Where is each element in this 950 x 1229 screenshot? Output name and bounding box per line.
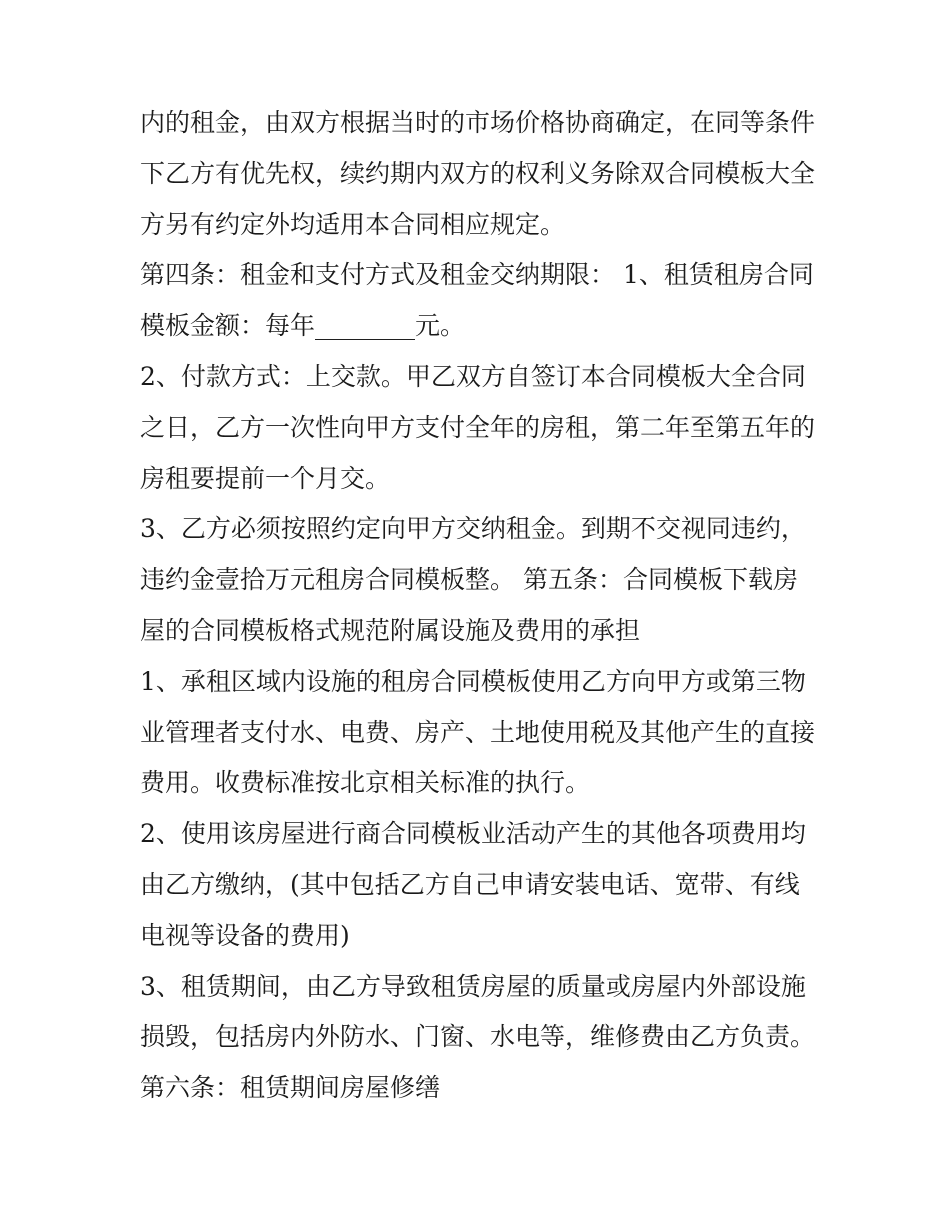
section-heading-line: 第六条：租赁期间房屋修缮: [140, 1073, 441, 1103]
text-line: 损毁，包括房内外防水、门窗、水电等，维修费由乙方负责。: [140, 1022, 816, 1052]
text-line: 由乙方缴纳，(其中包括乙方自己申请安装电话、宽带、有线: [140, 869, 800, 899]
text-line: 3、租赁期间，由乙方导致租赁房屋的质量或房屋内外部设施: [140, 971, 806, 1001]
text-line: 费用。收费标准按北京相关标准的执行。: [140, 768, 591, 798]
text-line: 3、乙方必须按照约定向甲方交纳租金。到期不交视同违约，: [140, 514, 806, 544]
section-heading-line: 第四条：租金和支付方式及租金交纳期限： 1、租赁租房合同: [140, 260, 814, 290]
text-line: 之日，乙方一次性向甲方支付全年的房租，第二年至第五年的: [140, 412, 816, 442]
text-line: 2、使用该房屋进行商合同模板业活动产生的其他各项费用均: [140, 819, 806, 849]
text-line: 2、付款方式：上交款。甲乙双方自签订本合同模板大全合同: [140, 361, 806, 391]
text-line: 违约金壹拾万元租房合同模板整。 第五条：合同模板下载房: [140, 565, 798, 595]
text-line: 电视等设备的费用): [140, 920, 350, 950]
contract-text-body: [140, 98, 820, 1114]
text-line: 房租要提前一个月交。: [140, 463, 391, 493]
text-line: 下乙方有优先权，续约期内双方的权利义务除双合同模板大全: [140, 158, 816, 188]
text-line: 业管理者支付水、电费、房产、土地使用税及其他产生的直接: [140, 717, 816, 747]
text-line: 1、承租区域内设施的租房合同模板使用乙方向甲方或第三物: [140, 666, 806, 696]
text-line: 模板金额：每年________元。: [140, 311, 466, 341]
text-line: 内的租金，由双方根据当时的市场价格协商确定，在同等条件: [140, 108, 816, 137]
text-line: 屋的合同模板格式规范附属设施及费用的承担: [140, 615, 641, 645]
text-line: 方另有约定外均适用本合同相应规定。: [140, 209, 566, 239]
